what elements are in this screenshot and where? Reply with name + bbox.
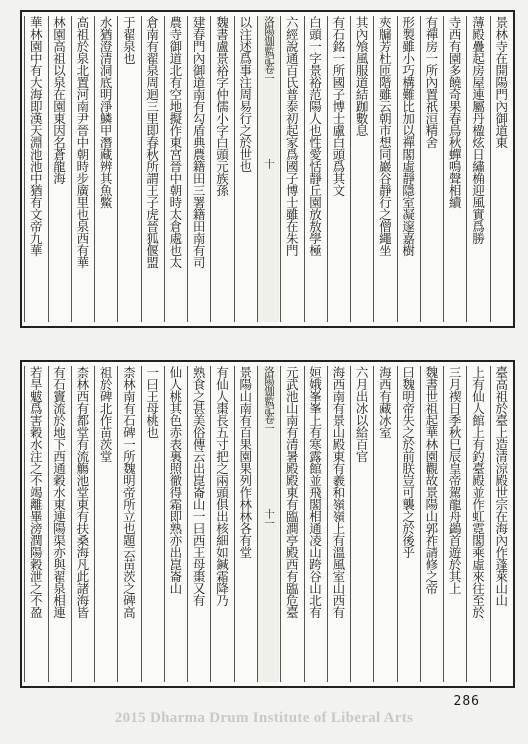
top-page-column: 薄殿疊起房屋連屬丹楹炫日繡桷迎風實爲勝 [466, 16, 488, 322]
bottom-page-column: 柰林西有都堂有流觴池堂東有扶桑海凡此諸海皆 [71, 366, 93, 682]
bottom-page-column: 有仙人棗長五寸把之兩頭俱出核細如鍼霜降乃 [210, 366, 232, 682]
top-page-column: 有石銘一所國子博士盧白頭爲其文 [327, 16, 349, 322]
bottom-page-column: 若旱魃爲害穀水注之不竭離畢滂潤陽穀泄之不盈 [24, 366, 46, 682]
top-page-column: 林園高祖以泉在園東因名蒼龍海 [48, 16, 70, 322]
top-page-column: 有禪房一所內置祇洹精舍 [420, 16, 442, 322]
page-top [20, 10, 515, 328]
top-page-column: 農寺御道北有空地擬作東宮晉中朝時太倉處也太 [164, 16, 186, 322]
watermark: 2015 Dharma Drum Institute of Liberal Arts [114, 710, 414, 726]
top-page-column: 以注述爲事注周易行之於世也 [234, 16, 256, 322]
page-number: 286 [453, 694, 480, 709]
top-page-column: 倉南有翟泉周迴三里即春秋所謂王子虎晉狐偃盟 [141, 16, 163, 322]
top-page-column: 高祖於泉北置河南尹晉中朝時步廣里也泉西有華 [71, 16, 93, 322]
bottom-page-column: 海西有藏冰室 [373, 366, 395, 682]
bottom-page-column: 熟食之甚美俗傳云出崑崙山一曰西王母棗又有 [187, 366, 209, 682]
bottom-page-column: 有石竇流於地下西通穀水東連陽渠亦與翟泉相連 [48, 366, 70, 682]
bottom-page-column: 臺高祖於臺上造清涼殿世宗在海內作蓬萊山山 [490, 366, 512, 682]
bottom-page-column: 六月出冰以給百官 [350, 366, 372, 682]
bottom-page-column: 姮娥峯峯上有寒露館並飛閣相通凌山跨谷山北有 [304, 366, 326, 682]
bottom-page-column: 柰林南有石碑一所魏明帝所立也題云苗茨之碑高 [117, 366, 139, 682]
top-page-column: 水猶澄清洞底明淨鱗甲潛藏辨其魚鱉 [94, 16, 116, 322]
bottom-page-column: 洛陽伽藍記卷一 十一 [257, 366, 279, 682]
top-page-column: 建春門內御道南有勾盾典農籍田三署籍田南有司 [187, 16, 209, 322]
bottom-page-column: 一曰王母桃也 [141, 366, 163, 682]
top-page-column: 于翟泉也 [117, 16, 139, 322]
top-page-column: 其內飧風服道結跏數息 [350, 16, 372, 322]
page-bottom [20, 360, 515, 688]
bottom-page-column: 三月禊日季秋巳辰皇帝駕龍舟鷁首遊於其上 [443, 366, 465, 682]
top-page-column: 六經說通百氏普泰初起家爲國子博士雖在朱門 [280, 16, 302, 322]
top-page-column: 寺西有園多饒奇果春鳥秋蟬鳴聲相續 [443, 16, 465, 322]
top-page-column: 白頭一字景裕范陽人也性愛恬靜丘園放敖學極 [304, 16, 326, 322]
top-page-column: 景林寺在開陽門內御道東 [490, 16, 512, 322]
bottom-page-column: 上有仙人館上有釣臺殿並作虹霓閣乘虛來往至於 [466, 366, 488, 682]
bottom-page-column: 魏書世祖起華林園觀故景陽山郭祚請修之帝 [420, 366, 442, 682]
bottom-page-column: 祖於碑北作苗茨堂 [94, 366, 116, 682]
bottom-page-column: 仙人桃其色赤表裏照徹得霜即熟亦出崑崙山 [164, 366, 186, 682]
top-page-column: 夾牖芳杜匝階雖云朝市想同巖谷靜行之僧繩坐 [373, 16, 395, 322]
top-page-column: 華林園中有大海即漢天淵池池中猶有文帝九華 [24, 16, 46, 322]
top-page-column: 形製雖小巧構難比加以禪閣虛靜隱室凝邃嘉樹 [397, 16, 419, 322]
bottom-page-column: 海西南有景山殿東有羲和嶺嶺上有溫風室山西有 [327, 366, 349, 682]
top-page-column: 魏書盧景裕字仲儒小字白頭元族孫 [210, 16, 232, 322]
bottom-page-column: 曰魏明帝失之於前朕豈可襲之於後乎 [397, 366, 419, 682]
bottom-page-column: 元武池山南有清暑殿殿東有臨澗亭殿西有臨危臺 [280, 366, 302, 682]
bottom-page-column: 景陽山南有百果園果列作林林各有堂 [234, 366, 256, 682]
top-page-column: 洛陽伽藍記卷一 十 [257, 16, 279, 322]
